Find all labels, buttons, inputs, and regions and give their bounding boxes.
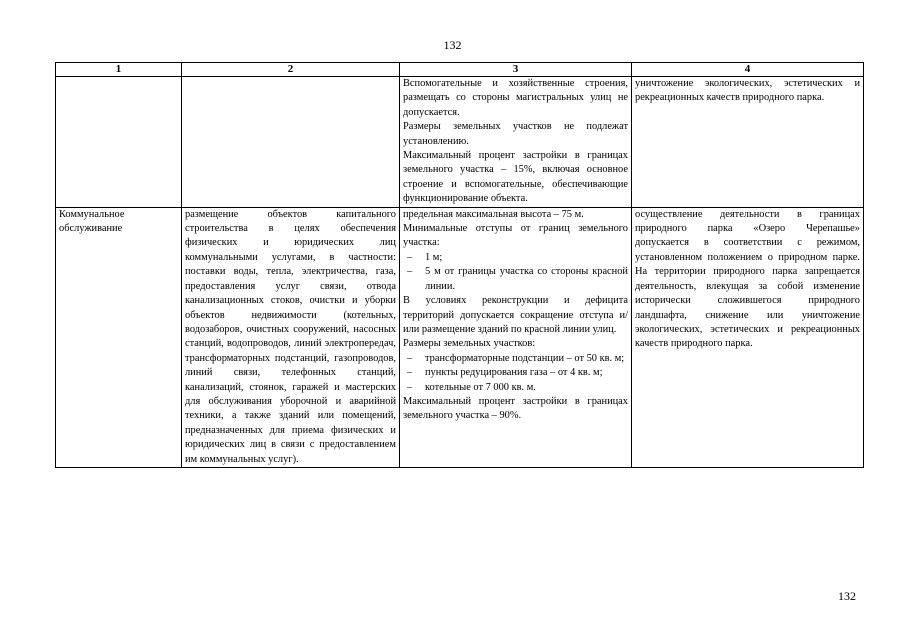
column-header: 1 xyxy=(56,63,182,77)
paragraph: предельная максимальная высота – 75 м. xyxy=(403,208,584,220)
paragraph: Максимальный процент застройки в границах земельного участка – 90%. xyxy=(403,395,628,422)
cell-description xyxy=(182,77,400,208)
page-number-bottom: 132 xyxy=(838,589,856,603)
cell-parameters xyxy=(400,77,632,208)
table-row xyxy=(56,77,864,208)
paragraph: Вспомогательные и хозяйственные строения, размещать со стороны магистральных улиц не допускается. xyxy=(403,78,628,118)
cell-restrictions: осуществление деятельности в границах природного парка «Озеро Черепашье» допускается в соответствии с режимом, установленном положением о природном парке. На территории природного парка запрещается деятельность, влекущая за собой изменение исторически сложившегося природного ландшафта, снижение или уничтожение экологических, эстетических и рекреационных качеств природного парка. xyxy=(632,207,864,467)
setback-list xyxy=(403,251,628,294)
column-header: 3 xyxy=(400,63,632,77)
paragraph: Максимальный процент застройки в границах земельного участка – 15%, включая основное строение и вспомогательные, обеспечивающие функционирование объекта. xyxy=(403,150,628,205)
column-header: 2 xyxy=(182,63,400,77)
table-header-row xyxy=(56,63,864,77)
cell-description: размещение объектов капитального строительства в целях обеспечения физических и юридических лиц коммунальными услугами, в частности: поставки воды, тепла, электричества, газа, предоставления услуг связи, отвода канализационных стоков, очистки и уборки объектов недвижимости (котельных, водозаборов, очистных сооружений, насосных станций, водопроводов, линий электропередач, трансформаторных подстанций, газопроводов, линий связи, телефонных станций, канализаций, стоянок, гаражей и мастерских для обслуживания уборочной и аварийной техники, а также зданий или помещений, предназначенных для приема физических и юридических лиц в связи с предоставлением им коммунальных услуг). xyxy=(182,207,400,467)
page-number-top: 132 xyxy=(443,38,462,52)
cell-use-type: Коммунальное обслуживание xyxy=(56,207,182,467)
list-item: – котельные от 7 000 кв. м. xyxy=(403,381,628,395)
table-row xyxy=(56,207,864,467)
list-item: – 5 м от границы участка со стороны красной линии. xyxy=(403,265,628,294)
list-item: – пункты редуцирования газа – от 4 кв. м; xyxy=(403,366,628,380)
paragraph: Размеры земельных участков: xyxy=(403,338,536,350)
list-item: – 1 м; xyxy=(403,251,628,265)
paragraph: Минимальные отступы от границ земельного участка: xyxy=(403,223,628,249)
paragraph: В условиях реконструкции и дефицита территорий допускается сокращение отступа и/или размещение зданий по красной линии улиц. xyxy=(403,295,628,335)
cell-restrictions: уничтожение экологических, эстетических и рекреационных качеств природного парка. xyxy=(632,77,864,208)
list-item: – трансформаторные подстанции – от 50 кв. м; xyxy=(403,352,628,366)
column-header: 4 xyxy=(632,63,864,77)
plot-size-list xyxy=(403,352,628,395)
regulations-table xyxy=(55,62,864,468)
cell-use-type xyxy=(56,77,182,208)
paragraph: Размеры земельных участков не подлежат установлению. xyxy=(403,121,628,147)
cell-parameters xyxy=(400,207,632,467)
